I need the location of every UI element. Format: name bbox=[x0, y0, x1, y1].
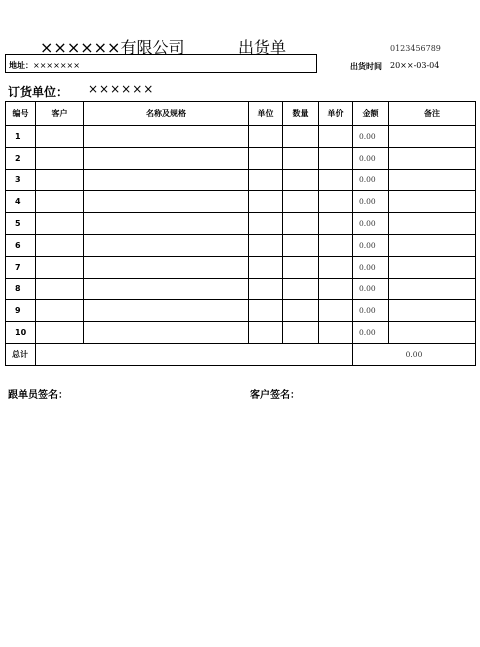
cell-col-name-spec[interactable] bbox=[84, 256, 249, 278]
table-row bbox=[6, 126, 476, 148]
customer-label: 订货单位： bbox=[8, 85, 69, 99]
table-row bbox=[6, 234, 476, 256]
cell-col-price[interactable] bbox=[319, 234, 353, 256]
cell-col-customer[interactable] bbox=[36, 213, 84, 235]
ship-time-label: 出货时间 bbox=[350, 62, 382, 71]
row-amount: 0.00 bbox=[353, 191, 389, 213]
cell-col-customer[interactable] bbox=[36, 278, 84, 300]
cell-col-name-spec[interactable] bbox=[84, 300, 249, 322]
cell-col-remark[interactable] bbox=[389, 300, 476, 322]
table-row bbox=[6, 322, 476, 344]
header-col-customer: 客户 bbox=[36, 102, 84, 126]
row-number: 9 bbox=[6, 300, 36, 322]
cell-col-name-spec[interactable] bbox=[84, 191, 249, 213]
total-row bbox=[6, 343, 476, 365]
document-title: 出货单 bbox=[238, 38, 287, 57]
row-number: 8 bbox=[6, 278, 36, 300]
cell-col-price[interactable] bbox=[319, 126, 353, 148]
row-number: 2 bbox=[6, 147, 36, 169]
shipment-table bbox=[5, 101, 476, 366]
cell-col-price[interactable] bbox=[319, 191, 353, 213]
cell-col-name-spec[interactable] bbox=[84, 213, 249, 235]
cell-col-unit[interactable] bbox=[249, 169, 283, 191]
cell-col-remark[interactable] bbox=[389, 147, 476, 169]
cell-col-qty[interactable] bbox=[283, 213, 319, 235]
cell-col-remark[interactable] bbox=[389, 234, 476, 256]
cell-col-remark[interactable] bbox=[389, 169, 476, 191]
cell-col-unit[interactable] bbox=[249, 322, 283, 344]
address-label: 地址： bbox=[9, 61, 33, 70]
cell-col-qty[interactable] bbox=[283, 191, 319, 213]
total-label: 总计 bbox=[6, 343, 36, 365]
cell-col-unit[interactable] bbox=[249, 234, 283, 256]
cell-col-qty[interactable] bbox=[283, 169, 319, 191]
row-number: 3 bbox=[6, 169, 36, 191]
cell-col-remark[interactable] bbox=[389, 213, 476, 235]
row-amount: 0.00 bbox=[353, 256, 389, 278]
cell-col-name-spec[interactable] bbox=[84, 169, 249, 191]
cell-col-price[interactable] bbox=[319, 169, 353, 191]
table-row bbox=[6, 300, 476, 322]
row-amount: 0.00 bbox=[353, 278, 389, 300]
row-amount: 0.00 bbox=[353, 322, 389, 344]
cell-col-qty[interactable] bbox=[283, 147, 319, 169]
row-number: 5 bbox=[6, 213, 36, 235]
row-number: 4 bbox=[6, 191, 36, 213]
address-line bbox=[9, 60, 80, 71]
row-amount: 0.00 bbox=[353, 147, 389, 169]
row-number: 7 bbox=[6, 256, 36, 278]
cell-col-unit[interactable] bbox=[249, 256, 283, 278]
cell-col-unit[interactable] bbox=[249, 126, 283, 148]
customer-value: ×××××× bbox=[88, 82, 155, 96]
company-name: ××××××有限公司 bbox=[40, 38, 185, 57]
header-col-unit: 单位 bbox=[249, 102, 283, 126]
cell-col-remark[interactable] bbox=[389, 278, 476, 300]
total-blank bbox=[36, 343, 353, 365]
cell-col-unit[interactable] bbox=[249, 278, 283, 300]
cell-col-price[interactable] bbox=[319, 256, 353, 278]
cell-col-customer[interactable] bbox=[36, 300, 84, 322]
row-amount: 0.00 bbox=[353, 300, 389, 322]
row-amount: 0.00 bbox=[353, 234, 389, 256]
cell-col-qty[interactable] bbox=[283, 126, 319, 148]
row-amount: 0.00 bbox=[353, 126, 389, 148]
cell-col-unit[interactable] bbox=[249, 147, 283, 169]
table-row bbox=[6, 147, 476, 169]
cell-col-qty[interactable] bbox=[283, 278, 319, 300]
cell-col-qty[interactable] bbox=[283, 234, 319, 256]
cell-col-customer[interactable] bbox=[36, 191, 84, 213]
address-value: ××××××× bbox=[33, 61, 80, 70]
table-header-row bbox=[6, 102, 476, 126]
header-col-qty: 数量 bbox=[283, 102, 319, 126]
cell-col-customer[interactable] bbox=[36, 256, 84, 278]
cell-col-name-spec[interactable] bbox=[84, 322, 249, 344]
cell-col-name-spec[interactable] bbox=[84, 147, 249, 169]
header-col-name-spec: 名称及规格 bbox=[84, 102, 249, 126]
cell-col-customer[interactable] bbox=[36, 234, 84, 256]
cell-col-qty[interactable] bbox=[283, 300, 319, 322]
cell-col-remark[interactable] bbox=[389, 256, 476, 278]
cell-col-qty[interactable] bbox=[283, 256, 319, 278]
table-row bbox=[6, 278, 476, 300]
cell-col-unit[interactable] bbox=[249, 300, 283, 322]
header-col-amount: 金额 bbox=[353, 102, 389, 126]
header-col-price: 单价 bbox=[319, 102, 353, 126]
table-row bbox=[6, 213, 476, 235]
table-row bbox=[6, 256, 476, 278]
header-col-no: 编号 bbox=[6, 102, 36, 126]
table-row bbox=[6, 191, 476, 213]
cell-col-customer[interactable] bbox=[36, 322, 84, 344]
follower-signature-label: 跟单员签名： bbox=[8, 390, 68, 401]
cell-col-price[interactable] bbox=[319, 322, 353, 344]
document-number: 0123456789 bbox=[390, 44, 441, 53]
cell-col-customer[interactable] bbox=[36, 126, 84, 148]
cell-col-remark[interactable] bbox=[389, 126, 476, 148]
cell-col-price[interactable] bbox=[319, 300, 353, 322]
cell-col-customer[interactable] bbox=[36, 147, 84, 169]
row-number: 6 bbox=[6, 234, 36, 256]
row-amount: 0.00 bbox=[353, 169, 389, 191]
row-number: 1 bbox=[6, 126, 36, 148]
cell-col-unit[interactable] bbox=[249, 213, 283, 235]
table-row bbox=[6, 169, 476, 191]
cell-col-remark[interactable] bbox=[389, 322, 476, 344]
cell-col-unit[interactable] bbox=[249, 191, 283, 213]
customer-signature-label: 客户签名： bbox=[250, 390, 300, 401]
cell-col-price[interactable] bbox=[319, 213, 353, 235]
header-col-remark: 备注 bbox=[389, 102, 476, 126]
cell-col-price[interactable] bbox=[319, 147, 353, 169]
cell-col-name-spec[interactable] bbox=[84, 234, 249, 256]
cell-col-name-spec[interactable] bbox=[84, 278, 249, 300]
cell-col-qty[interactable] bbox=[283, 322, 319, 344]
cell-col-customer[interactable] bbox=[36, 169, 84, 191]
cell-col-price[interactable] bbox=[319, 278, 353, 300]
total-amount: 0.00 bbox=[353, 343, 476, 365]
cell-col-name-spec[interactable] bbox=[84, 126, 249, 148]
row-amount: 0.00 bbox=[353, 213, 389, 235]
row-number: 10 bbox=[6, 322, 36, 344]
cell-col-remark[interactable] bbox=[389, 191, 476, 213]
ship-time-value: 20××-03-04 bbox=[390, 61, 440, 70]
